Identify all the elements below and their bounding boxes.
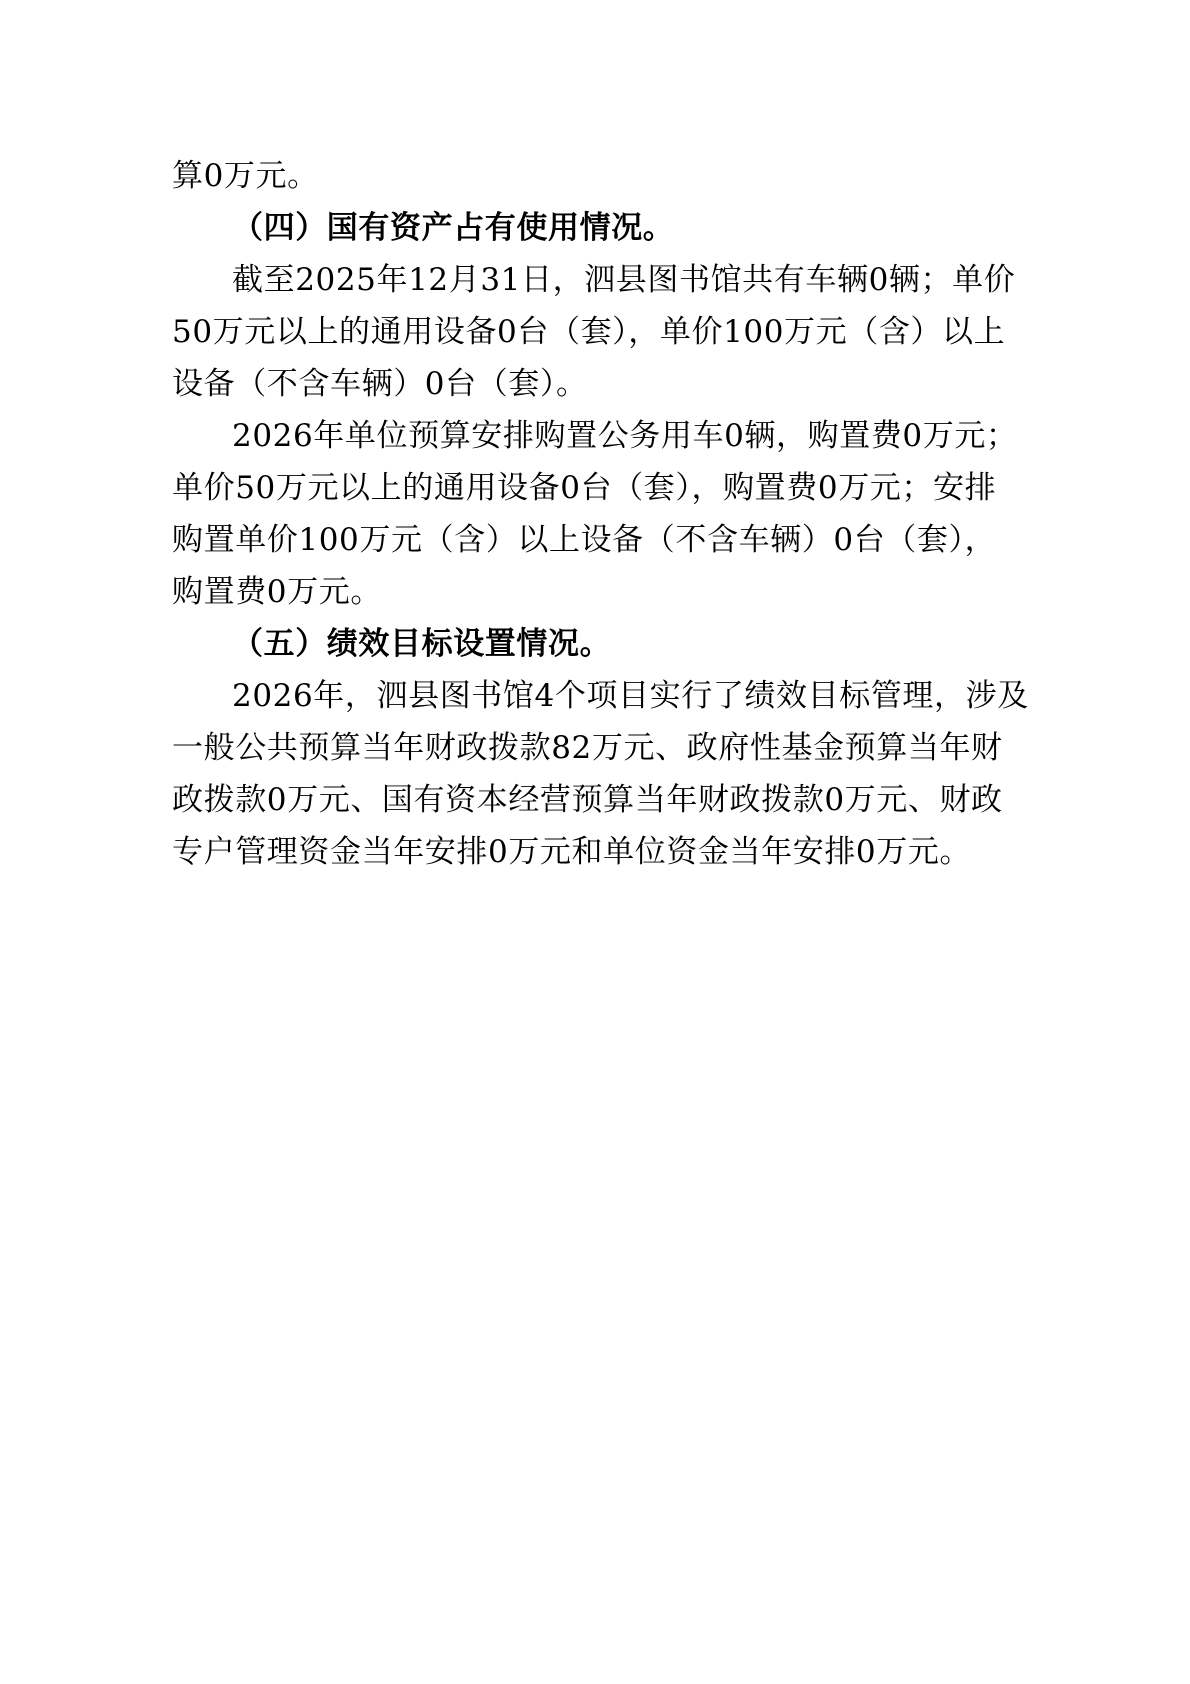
section-five-heading: （五）绩效目标设置情况。 [232, 626, 612, 662]
paragraph-line: 50万元以上的通用设备0台（套），单价100万元（含）以上 [172, 314, 1006, 350]
continuation-text: 算0万元。 [172, 158, 319, 194]
paragraph-line: 截至2025年12月31日，泗县图书馆共有车辆0辆；单价 [232, 262, 1016, 298]
paragraph-line: 单价50万元以上的通用设备0台（套），购置费0万元；安排 [172, 470, 997, 506]
paragraph-line: 设备（不含车辆）0台（套）。 [172, 366, 588, 402]
paragraph-line: 政拨款0万元、国有资本经营预算当年财政拨款0万元、财政 [172, 782, 1003, 818]
paragraph-line: 一般公共预算当年财政拨款82万元、政府性基金预算当年财 [172, 730, 1003, 766]
paragraph-line: 专户管理资金当年安排0万元和单位资金当年安排0万元。 [172, 834, 972, 870]
paragraph-line: 2026年，泗县图书馆4个项目实行了绩效目标管理，涉及 [232, 678, 1029, 714]
paragraph-line: 购置费0万元。 [172, 574, 382, 610]
paragraph-line: 2026年单位预算安排购置公务用车0辆，购置费0万元； [232, 418, 1018, 454]
paragraph-line: 购置单价100万元（含）以上设备（不含车辆）0台（套）， [172, 522, 997, 558]
section-four-heading: （四）国有资产占有使用情况。 [232, 210, 675, 246]
